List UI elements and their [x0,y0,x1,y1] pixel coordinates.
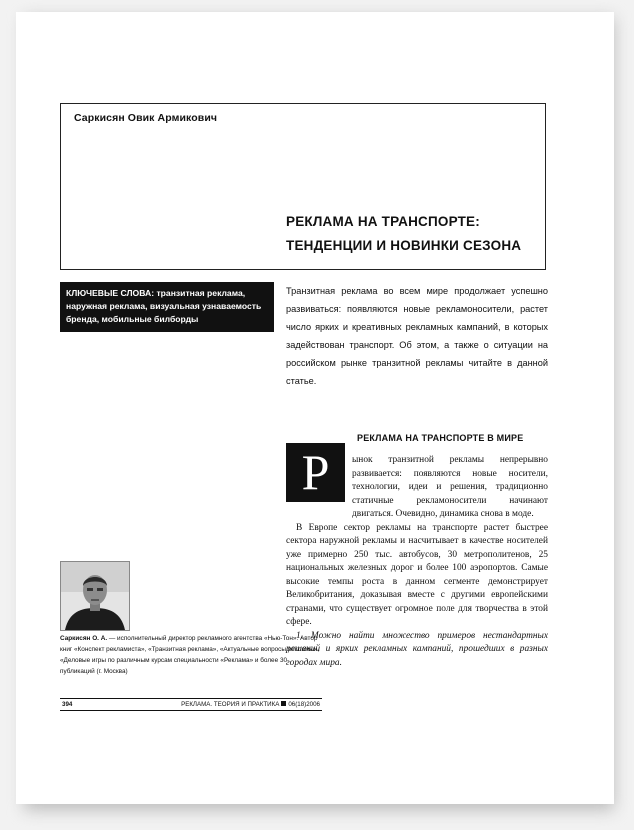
headline-line-1: РЕКЛАМА НА ТРАНСПОРТЕ: [286,214,480,229]
journal-issue: 06(18)2006 [288,701,320,708]
square-bullet-icon [281,701,286,706]
footnote: 1. Можно найти множество примеров нестандартных решений и ярких рекламных кампаний, прошедших в разных городах мира. [286,630,548,668]
dropcap: Р [286,443,345,502]
headline-line-2: ТЕНДЕНЦИИ И НОВИНКИ СЕЗОНА [286,238,522,253]
keywords-box: КЛЮЧЕВЫЕ СЛОВА: транзитная реклама, наружная реклама, визуальная узнаваемость бренда, мобильные билборды [60,282,274,332]
author-portrait-image [61,562,129,630]
article-body [286,454,548,670]
lead-paragraph: Транзитная реклама во всем мире продолжает успешно развиваться: появляются новые рекламоносители, растет число ярких и креативных рекламных кампаний, в которых задействован транспорт. Об этом, а также о ситуации на российском рынке транзитной рекламы читайте в данной статье. [286,286,548,386]
body-paragraph-1: ынок транзитной рекламы непрерывно развивается: появляются новые носители, технологии, идеи и решения, традиционно статичные рекламоносители начинают двигаться. Очевидно, динамика снова в моде. [352,455,548,519]
bio-name: Саркисян О. А. [60,635,108,642]
page-number: 394 [62,701,73,708]
bio-text: — исполнительный директор рекламного агентства «Нью-Тон». Автор книг «Конспект рекламиста», «Транзитная реклама», «Актуальные вопросы рекламы», «Деловые игры по различным курсам специальности «Реклама» и более 30 публикаций (г. Москва) [60,635,320,675]
journal-info [181,699,320,710]
journal-name: РЕКЛАМА. ТЕОРИЯ И ПРАКТИКА [181,701,280,708]
author-photo [60,561,130,631]
article-headline [286,210,521,258]
section-title: РЕКЛАМА НА ТРАНСПОРТЕ В МИРЕ [357,433,524,443]
page-footer [60,698,322,711]
author-name: Саркисян Овик Армикович [74,112,218,124]
author-bio [60,633,322,677]
body-paragraph-2: В Европе сектор рекламы на транспорте растет быстрее сектора наружной рекламы и насчитывает в качестве носителей уже примерно 250 тыс. автобусов, 30 метрополитенов, 25 национальных железных дорог и более 100 аэропортов. Самые высокие темпы роста в данном сегменте демонстрирует Великобритания, доказывая вместе с другими европейскими странами, что существует огромное поле для творчества в этой сфере. [286,522,548,627]
